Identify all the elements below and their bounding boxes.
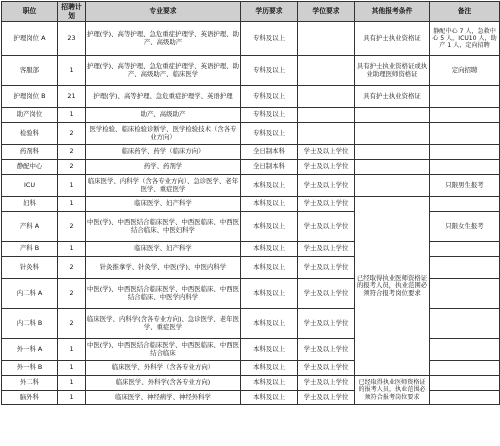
cell-education: 本科及以上 xyxy=(241,197,298,212)
cell-other xyxy=(355,123,430,145)
cell-major: 临床药学、药学（临床方向） xyxy=(86,145,241,160)
cell-education: 专科及以上 xyxy=(241,108,298,123)
cell-position: 内二科 A xyxy=(2,279,58,309)
cell-major: 临床医学、妇产科学 xyxy=(86,197,241,212)
header-major: 专业要求 xyxy=(86,2,241,22)
cell-remark: 只限男生报考 xyxy=(430,175,500,197)
cell-position: 护理岗位 B xyxy=(2,86,58,108)
cell-major: 临床医学、神经病学、神经外科学 xyxy=(86,391,241,405)
cell-degree xyxy=(298,108,355,123)
cell-position: 检验科 xyxy=(2,123,58,145)
cell-position: ICU xyxy=(2,175,58,197)
table-row xyxy=(2,145,500,160)
cell-other xyxy=(355,108,430,123)
cell-major: 助产、高级助产 xyxy=(86,108,241,123)
cell-remark xyxy=(430,376,500,391)
cell-remark xyxy=(430,391,500,405)
cell-plan: 1 xyxy=(58,242,86,257)
cell-major: 临床医学、妇产科学 xyxy=(86,242,241,257)
cell-position: 脑外科 xyxy=(2,391,58,405)
cell-plan: 1 xyxy=(58,175,86,197)
cell-position: 产科 B xyxy=(2,242,58,257)
cell-degree xyxy=(298,86,355,108)
recruitment-table xyxy=(1,1,500,405)
cell-degree xyxy=(298,123,355,145)
cell-other-merged: 已经取得执业医师资格证的报考人员，执业范围必须符合报考岗位要求 xyxy=(355,376,430,405)
cell-remark xyxy=(430,197,500,212)
cell-remark xyxy=(430,108,500,123)
cell-remark xyxy=(430,145,500,160)
cell-major: 临床医学、内科学(含各专业方向)、急诊医学、老年医学、重症医学 xyxy=(86,309,241,339)
cell-education: 专科及以上 xyxy=(241,86,298,108)
cell-plan: 1 xyxy=(58,108,86,123)
cell-remark xyxy=(430,160,500,175)
cell-position: 客服部 xyxy=(2,56,58,86)
cell-major: 医学检验、临床检验诊断学、医学检验技术（含各专业方向） xyxy=(86,123,241,145)
cell-degree: 学士及以上学位 xyxy=(298,339,355,361)
cell-other-merged: 已经取得执业医师资格证的报考人员，执业范围必须符合报考岗位要求 xyxy=(355,197,430,376)
table-row xyxy=(2,56,500,86)
cell-other xyxy=(355,175,430,197)
cell-position: 外一科 B xyxy=(2,361,58,376)
header-plan: 招聘计划 xyxy=(58,2,86,22)
cell-position: 外一科 A xyxy=(2,339,58,361)
cell-education: 专科及以上 xyxy=(241,56,298,86)
cell-education: 本科及以上 xyxy=(241,391,298,405)
cell-other xyxy=(355,160,430,175)
table-row xyxy=(2,160,500,175)
table-header-row xyxy=(2,2,500,22)
cell-degree: 学士及以上学位 xyxy=(298,175,355,197)
cell-major: 护理(学)、高等护理、急危重症护理学、英语护理、助产、高级助产 xyxy=(86,22,241,56)
cell-remark xyxy=(430,123,500,145)
cell-remark: 定向招聘 xyxy=(430,56,500,86)
table-row xyxy=(2,86,500,108)
table-row xyxy=(2,108,500,123)
cell-remark: 只限女生报考 xyxy=(430,212,500,242)
cell-plan: 2 xyxy=(58,160,86,175)
header-education: 学历要求 xyxy=(241,2,298,22)
cell-position: 针灸科 xyxy=(2,257,58,279)
cell-major: 药学、药剂学 xyxy=(86,160,241,175)
cell-plan: 2 xyxy=(58,212,86,242)
cell-plan: 23 xyxy=(58,22,86,56)
cell-remark xyxy=(430,309,500,339)
cell-education: 本科及以上 xyxy=(241,242,298,257)
cell-position: 静配中心 xyxy=(2,160,58,175)
cell-degree: 学士及以上学位 xyxy=(298,212,355,242)
cell-plan: 2 xyxy=(58,279,86,309)
cell-education: 专科及以上 xyxy=(241,22,298,56)
cell-remark xyxy=(430,242,500,257)
cell-plan: 21 xyxy=(58,86,86,108)
cell-education: 本科及以上 xyxy=(241,175,298,197)
cell-position: 外二科 xyxy=(2,376,58,391)
cell-degree: 学士及以上学位 xyxy=(298,197,355,212)
cell-major: 护理(学)、高等护理、急危重症护理学、英语护理 xyxy=(86,86,241,108)
table-row xyxy=(2,123,500,145)
cell-degree: 学士及以上学位 xyxy=(298,160,355,175)
cell-remark xyxy=(430,257,500,279)
cell-position: 药剂科 xyxy=(2,145,58,160)
cell-remark xyxy=(430,279,500,309)
cell-education: 全日制本科 xyxy=(241,160,298,175)
cell-degree xyxy=(298,22,355,56)
cell-remark xyxy=(430,86,500,108)
cell-major: 护理(学)、高等护理、急危重症护理学、英语护理、助产、高级助产、临床医学 xyxy=(86,56,241,86)
cell-degree: 学士及以上学位 xyxy=(298,361,355,376)
cell-plan: 1 xyxy=(58,376,86,391)
cell-major: 中医(学)、中西医结合临床医学、中西医临床、中西医结合临床、中医学内科学 xyxy=(86,279,241,309)
cell-degree: 学士及以上学位 xyxy=(298,376,355,391)
cell-other: 具有护士执业资格证 xyxy=(355,86,430,108)
cell-degree: 学士及以上学位 xyxy=(298,145,355,160)
cell-degree: 学士及以上学位 xyxy=(298,391,355,405)
header-degree: 学位要求 xyxy=(298,2,355,22)
cell-plan: 2 xyxy=(58,257,86,279)
cell-remark xyxy=(430,339,500,361)
cell-education: 全日制本科 xyxy=(241,145,298,160)
cell-position: 护理岗位 A xyxy=(2,22,58,56)
cell-major: 中医(学)、中西医结合临床医学、中西医临床、中西医结合临床 xyxy=(86,339,241,361)
cell-major: 临床医学、内科学（含各专业方向）、急诊医学、老年医学、重症医学 xyxy=(86,175,241,197)
cell-education: 本科及以上 xyxy=(241,376,298,391)
cell-education: 本科及以上 xyxy=(241,279,298,309)
table-row xyxy=(2,175,500,197)
cell-education: 本科及以上 xyxy=(241,257,298,279)
cell-position: 内二科 B xyxy=(2,309,58,339)
cell-other: 具有护士执业资格证或执业助理医师资格证 xyxy=(355,56,430,86)
table-row xyxy=(2,22,500,56)
header-remark: 备注 xyxy=(430,2,500,22)
cell-education: 本科及以上 xyxy=(241,339,298,361)
cell-degree: 学士及以上学位 xyxy=(298,257,355,279)
cell-major: 中医(学)、中西医结合临床医学、中西医临床、中西医结合临床、中医妇科学 xyxy=(86,212,241,242)
cell-education: 本科及以上 xyxy=(241,309,298,339)
cell-plan: 2 xyxy=(58,145,86,160)
cell-education: 本科及以上 xyxy=(241,212,298,242)
cell-plan: 1 xyxy=(58,361,86,376)
cell-education: 本科及以上 xyxy=(241,361,298,376)
table-row xyxy=(2,376,500,391)
table-row xyxy=(2,197,500,212)
cell-degree xyxy=(298,56,355,86)
cell-plan: 2 xyxy=(58,309,86,339)
cell-major: 临床医学、外科学(含各专业方向) xyxy=(86,376,241,391)
cell-degree: 学士及以上学位 xyxy=(298,279,355,309)
cell-education: 专科及以上 xyxy=(241,123,298,145)
cell-position: 产科 A xyxy=(2,212,58,242)
cell-major: 针灸推拿学、针灸学、中医(学)、中医内科学 xyxy=(86,257,241,279)
cell-plan: 2 xyxy=(58,123,86,145)
cell-position: 妇科 xyxy=(2,197,58,212)
cell-major: 临床医学、外科学（含各专业方向） xyxy=(86,361,241,376)
cell-other xyxy=(355,145,430,160)
cell-plan: 1 xyxy=(58,197,86,212)
header-position: 职位 xyxy=(2,2,58,22)
cell-degree: 学士及以上学位 xyxy=(298,309,355,339)
cell-plan: 1 xyxy=(58,56,86,86)
cell-plan: 1 xyxy=(58,339,86,361)
cell-remark: 静配中心 7 人，急救中心 5 人，ICU10 人，助产 1 人，定向招聘 xyxy=(430,22,500,56)
header-other: 其他报考条件 xyxy=(355,2,430,22)
cell-position: 助产岗位 xyxy=(2,108,58,123)
cell-plan: 1 xyxy=(58,391,86,405)
cell-remark xyxy=(430,361,500,376)
cell-degree: 学士及以上学位 xyxy=(298,242,355,257)
cell-other: 具有护士执业资格证 xyxy=(355,22,430,56)
